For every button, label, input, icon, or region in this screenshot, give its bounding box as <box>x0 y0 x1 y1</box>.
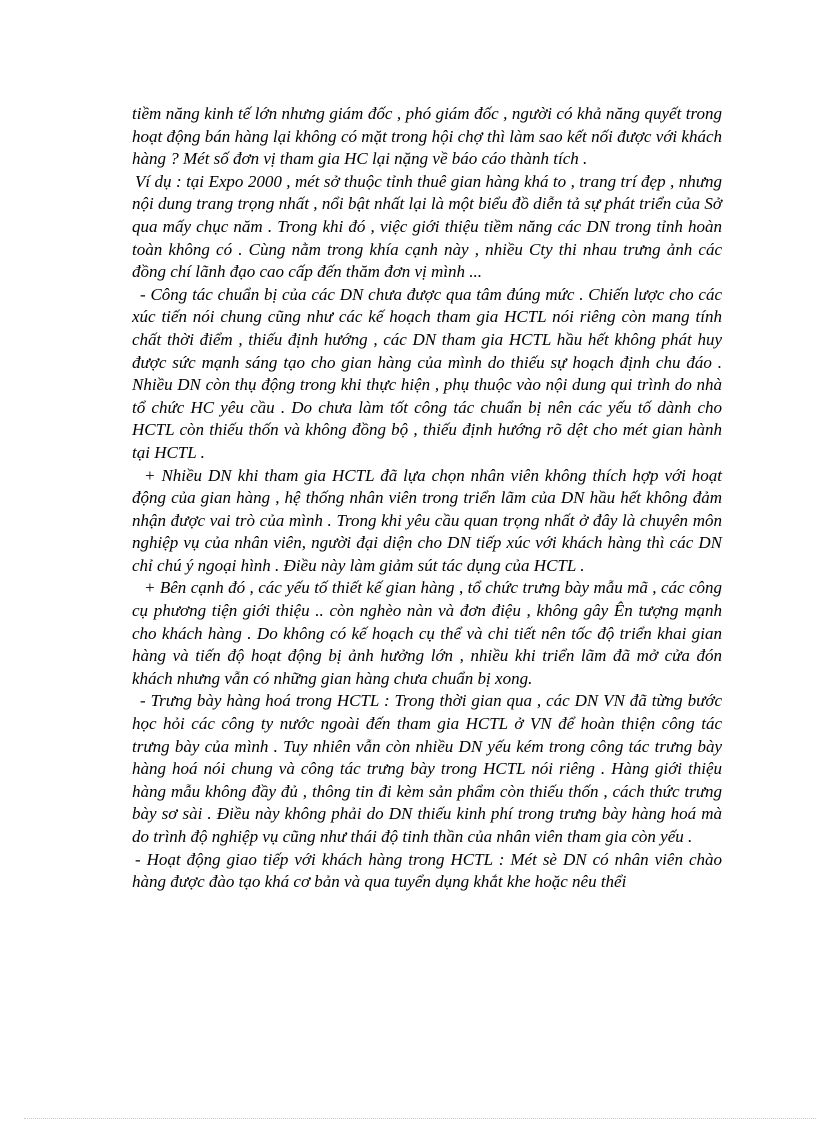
paragraph-4: + Nhiều DN khi tham gia HCTL đã lựa chọn nhân viên không thích hợp với hoạt động của gian hàng , hệ thống nhân viên trong triển lãm của DN hầu hết không đảm nhận được vai trò của mình . Trong khi yêu cầu quan trọng nhất ở đây là chuyên môn nghiệp vụ của nhân viên, người đại diện cho DN tiếp xúc với khách hàng thì các DN chỉ chú ý ngoại hình . Điều này làm giảm sút tác dụng của HCTL . <box>132 465 722 575</box>
paragraph-3: - Công tác chuẩn bị của các DN chưa được qua tâm đúng mức . Chiến lược cho các xúc tiến nói chung cũng như các kế hoạch tham gia HCTL nói riêng còn mang tính chất thời điểm , thiếu định hướng , các DN tham gia HCTL hầu hết không phát huy được sức mạnh sáng tạo cho gian hàng của mình do thiếu sự hoạch định chu đáo . Nhiều DN còn thụ động trong khi thực hiện , phụ thuộc vào nội dung qui trình do nhà tổ chức HC yêu cầu . Do chưa làm tốt công tác chuẩn bị nên các yếu tố dành cho HCTL còn thiếu thốn và không đồng bộ , thiếu định hướng rõ dệt cho mét gian hành tại HCTL . <box>132 284 722 462</box>
body-text <box>132 103 722 894</box>
paragraph-5: + Bên cạnh đó , các yếu tố thiết kế gian hàng , tổ chức trưng bày mẫu mã , các công cụ phương tiện giới thiệu .. còn nghèo nàn và đơn điệu , không gây Ên tượng mạnh cho khách hàng . Do không có kế hoạch cụ thể và chi tiết nên tốc độ triển khai gian hàng và tiến độ hoạt động bị ảnh hưởng lớn , nhiều khi triển lãm đã mở cửa đón khách nhưng vẫn có những gian hàng chưa chuẩn bị xong. <box>132 578 722 688</box>
paragraph-2: Ví dụ : tại Expo 2000 , mét sở thuộc tỉnh thuê gian hàng khá to , trang trí đẹp , nhưng nội dung trang trọng nhất , nổi bật nhất lại là một biểu đồ diễn tả sự phát triển của Sở qua mấy chục năm . Trong khi đó , việc giới thiệu tiềm năng các DN trong tỉnh hoàn toàn không có . Cùng nằm trong khía cạnh này , nhiều Cty thi nhau trưng ảnh các đồng chí lãnh đạo cao cấp đến thăm đơn vị mình ... <box>132 171 722 282</box>
page-bottom-rule <box>24 1118 816 1119</box>
paragraph-6: - Trưng bày hàng hoá trong HCTL : Trong thời gian qua , các DN VN đã từng bước học hỏi các công ty nước ngoài đến tham gia HCTL ở VN để hoàn thiện công tác trưng bày của mình . Tuy nhiên vẫn còn nhiều DN yếu kém trong công tác trưng bày hàng hoá nói chung và công tác trưng bày trong HCTL nói riêng . Hàng giới thiệu hàng mẫu không đầy đủ , thông tin đi kèm sản phẩm còn thiếu thốn , cách thức trưng bày sơ sài . Điều này không phải do DN thiếu kinh phí trong trưng bày hàng hoá mà do trình độ nghiệp vụ cũng như thái độ tinh thần của nhân viên tham gia còn yếu . <box>132 691 722 846</box>
paragraph-1: tiềm năng kinh tế lớn nhưng giám đốc , phó giám đốc , người có khả năng quyết trong hoạt động bán hàng lại không có mặt trong hội chợ thì làm sao kết nối được với khách hàng ? Mét số đơn vị tham gia HC lại nặng về báo cáo thành tích . <box>132 104 722 169</box>
paragraph-7: - Hoạt động giao tiếp với khách hàng trong HCTL : Mét sè DN có nhân viên chào hàng được đào tạo khá cơ bản và qua tuyển dụng khắt khe hoặc nêu thểi <box>132 849 722 892</box>
